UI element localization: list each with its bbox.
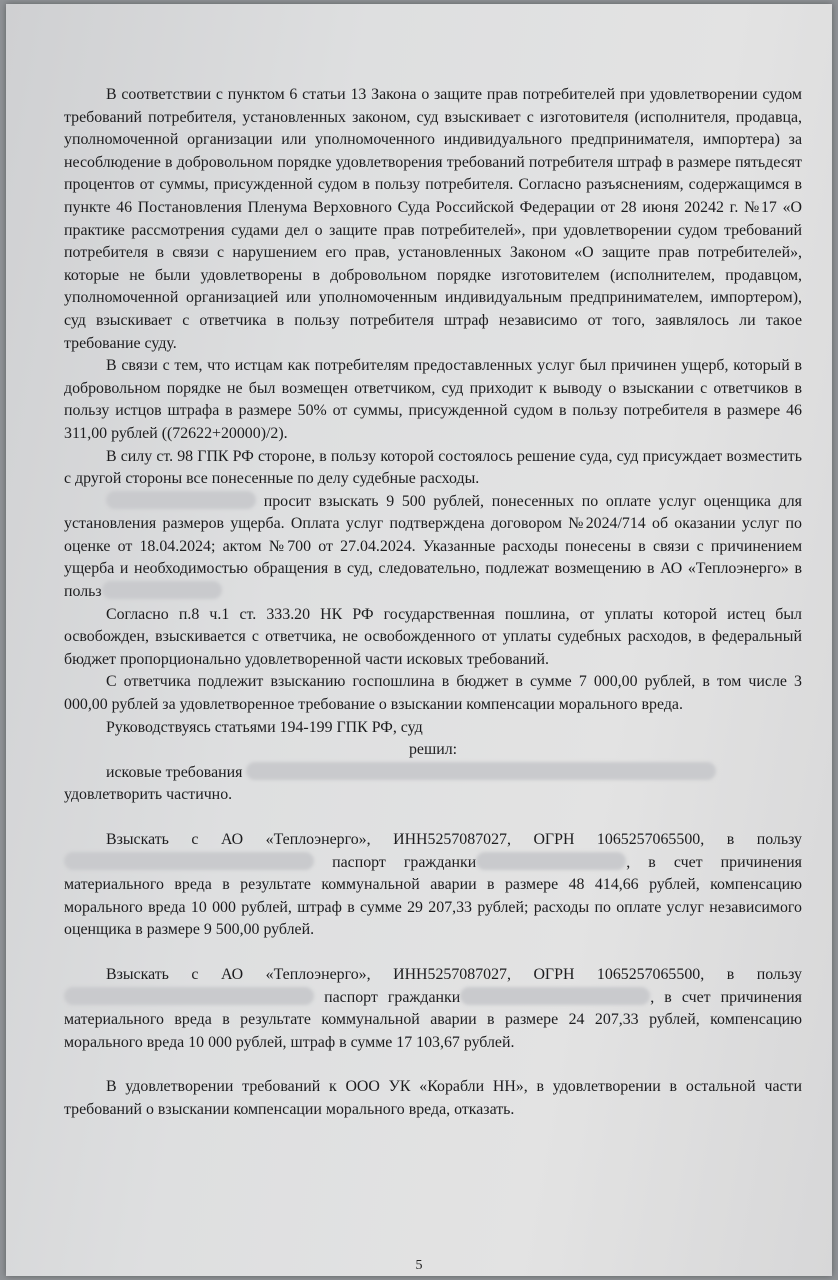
paragraph-claims [64, 762, 802, 785]
redaction-mark [64, 987, 314, 1005]
document-page [6, 4, 832, 1276]
appraiser-costs-text: просит взыскать 9 500 рублей, понесенных по оплате услуг оценщика для установления размеров ущерба. Оплата услуг подтверждена договором №2024/714 об оказании услуг по оценке от 18.04.2024; актом №700 от 27.04.2024. Указанные расходы понесены в связи с причинением ущерба и необходимостью обращения в суд, следовательно, подлежат возмещению в АО «Теплоэнерго» в польз [64, 492, 802, 601]
paragraph-guided-by: Руководствуясь статьями 194-199 ГПК РФ, суд [106, 718, 423, 736]
paragraph-recovery-2 [64, 964, 802, 1054]
redaction-mark [106, 491, 256, 509]
recovery-2-passport: паспорт гражданки [324, 988, 461, 1006]
redaction-mark [460, 987, 650, 1005]
paragraph-court-costs: В силу ст. 98 ГПК РФ стороне, в пользу которой состоялось решение суда, суд присуждает возместить с другой стороны все понесенные по делу судебные расходы. [64, 447, 802, 488]
recovery-2-details: , в счет причинения материального вреда в результате коммунальной аварии в размере 24 207,33 рублей, компенсацию морального вреда 10 000 рублей, штраф в сумме 17 103,67 рублей. [64, 988, 802, 1051]
recovery-1-details: , в счет причинения материального вреда в результате коммунальной аварии в размере 48 414,66 рублей, компенсацию морального вреда 10 000 рублей, штраф в сумме 29 207,33 рублей; расходы по оплате услуг независимого оценщика в размере 9 500,00 рублей. [64, 853, 802, 939]
claims-start: исковые требования [106, 763, 243, 781]
redaction-mark [246, 762, 716, 780]
recovery-1-start: Взыскать с АО «Теплоэнерго», ИНН5257087027, ОГРН 1065257065500, в пользу [106, 831, 802, 848]
recovery-2-start: Взыскать с АО «Теплоэнерго», ИНН5257087027, ОГРН 1065257065500, в пользу [106, 965, 802, 983]
redaction-mark [64, 852, 314, 870]
recovery-1-passport: паспорт гражданки [332, 853, 477, 871]
paragraph-fine: В связи с тем, что истцам как потребителям предоставленных услуг был причинен ущерб, который в добровольном порядке не был возмещен ответчиком, суд приходит к выводу о взыскании с ответчиков в пользу истцов штрафа в размере 50% от суммы, присужденной судом в пользу потребителя в размере 46 311,00 рублей ((72622+20000)/2). [64, 357, 802, 442]
paragraph-consumer-law: В соответствии с пунктом 6 статьи 13 Закона о защите прав потребителей при удовлетворении судом требований потребителя, установленных законом, суд взыскивает с изготовителя (исполнителя, продавца, уполномоченной организации или уполномоченного индивидуального предпринимателя, импортера) за несоблюдение в добровольном порядке удовлетворения требований потребителя штраф в размере пятьдесят процентов от суммы, присужденной судом в пользу потребителя. Согласно разъяснениям, содержащимся в пункте 46 Постановления Пленума Верховного Суда Российской Федерации от 28 июня 20242 г. №17 «О практике рассмотрения судами дел о защите прав потребителей», при удовлетворении судом требований потребителя в связи с нарушением его прав, установленных Законом «О защите прав потребителей», которые не были удовлетворены в добровольном порядке изготовителем (исполнителем, продавцом, уполномоченной организацией или уполномоченным индивидуальным предпринимателем, импортером), суд взыскивает с ответчика в пользу потребителя штраф независимо от того, заявлялось ли такое требование суду. [64, 86, 802, 352]
decided-heading: решил: [408, 741, 458, 759]
paragraph-duty-amount: С ответчика подлежит взысканию госпошлина в бюджет в сумме 7 000,00 рублей, в том числе 3 000,00 рублей за удовлетворенное требование о взыскании компенсации морального вреда. [64, 673, 802, 714]
paragraph-recovery-1 [64, 829, 802, 942]
paragraph-state-duty: Согласно п.8 ч.1 ст. 333.20 НК РФ государственная пошлина, от уплаты которой истец был освобожден, взыскивается с ответчика, не освобожденного от уплаты судебных расходов, в федеральный бюджет пропорционально удовлетворенной части исковых требований. [64, 605, 802, 668]
paragraph-refusal: В удовлетворении требований к ООО УК «Корабли НН», в удовлетворении в остальной части требований о взыскании компенсации морального вреда, отказать. [64, 1078, 802, 1118]
page-number: 5 [415, 1258, 423, 1273]
paragraph-appraiser-costs [64, 491, 802, 604]
redaction-mark [476, 852, 626, 870]
document-body [64, 84, 802, 1122]
redaction-mark [102, 581, 222, 599]
claims-end: удовлетворить частично. [64, 786, 233, 804]
